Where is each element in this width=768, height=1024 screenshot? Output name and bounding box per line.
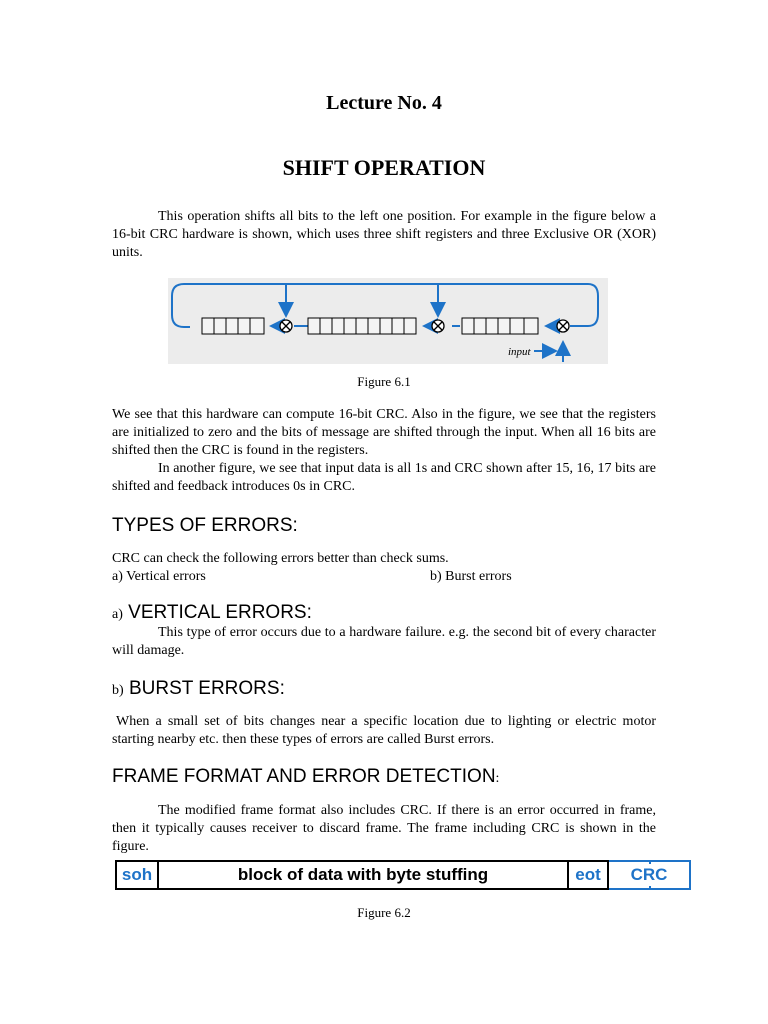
burst-prefix: b)	[112, 683, 124, 698]
frame-data-field: block of data with byte stuffing	[157, 860, 569, 890]
shift-register-1	[202, 318, 264, 334]
frame-crc-dividers	[115, 860, 691, 894]
input-label: input	[508, 346, 531, 358]
vertical-prefix: a)	[112, 607, 123, 622]
vertical-errors-heading	[112, 602, 312, 624]
vertical-heading-text: VERTICAL ERRORS:	[128, 602, 312, 623]
burst-errors-heading	[112, 678, 285, 700]
intro-text: This operation shifts all bits to the left one position. For example in the figure below a 16-bit CRC hardware is shown, which uses three shift registers and three Exclusive OR (XOR) units.	[112, 209, 656, 260]
types-paragraph	[112, 550, 656, 586]
frame-soh-field: soh	[115, 860, 157, 890]
types-intro-text: CRC can check the following errors better than check sums.	[112, 551, 449, 566]
type-b-burst: b) Burst errors	[430, 569, 512, 584]
frame-format-heading	[112, 766, 499, 788]
another-figure-text: In another figure, we see that input data is all 1s and CRC shown after 15, 16, 17 bits are shifted and feedback introduces 0s in CRC.	[112, 461, 656, 494]
burst-heading-text: BURST ERRORS:	[128, 678, 285, 699]
intro-paragraph	[112, 208, 656, 262]
xor-unit-2	[432, 320, 444, 332]
figure-2-caption: Figure 6.2	[357, 905, 411, 920]
frame-heading-text: FRAME FORMAT AND ERROR DETECTION	[112, 766, 496, 787]
frame-text: The modified frame format also includes CRC. If there is an error occurred in frame, then it typically causes receiver to discard frame. The frame including CRC is shown in the figure.	[112, 803, 656, 854]
hardware-text: We see that this hardware can compute 16-bit CRC. Also in the figure, we see that the registers are initialized to zero and the bits of message are shifted through the input. When all 16 bits are shifted then the CRC is found in the registers.	[112, 407, 656, 458]
vertical-text: This type of error occurs due to a hardware failure. e.g. the second bit of every character will damage.	[112, 625, 656, 658]
section-title: SHIFT OPERATION	[282, 155, 486, 180]
type-a-vertical: a) Vertical errors	[112, 569, 206, 584]
burst-text: When a small set of bits changes near a specific location due to lighting or electric motor starting nearby etc. then these types of errors are called Burst errors.	[112, 714, 656, 747]
frame-format-diagram	[115, 860, 691, 894]
frame-crc-label: CRC	[630, 865, 668, 884]
types-list	[112, 568, 656, 586]
hardware-paragraph	[112, 406, 656, 496]
frame-paragraph	[112, 802, 656, 856]
burst-paragraph	[112, 713, 656, 749]
xor-unit-1	[280, 320, 292, 332]
lecture-title: Lecture No. 4	[326, 92, 442, 114]
shift-register-3	[462, 318, 538, 334]
xor-unit-3	[557, 320, 569, 332]
crc-hardware-diagram	[168, 278, 608, 364]
types-of-errors-heading: TYPES OF ERRORS:	[112, 515, 298, 536]
figure-1-caption: Figure 6.1	[357, 374, 411, 389]
vertical-paragraph	[112, 624, 656, 660]
frame-eot-field: eot	[569, 860, 609, 890]
shift-register-2	[308, 318, 416, 334]
frame-heading-colon: :	[495, 771, 500, 786]
